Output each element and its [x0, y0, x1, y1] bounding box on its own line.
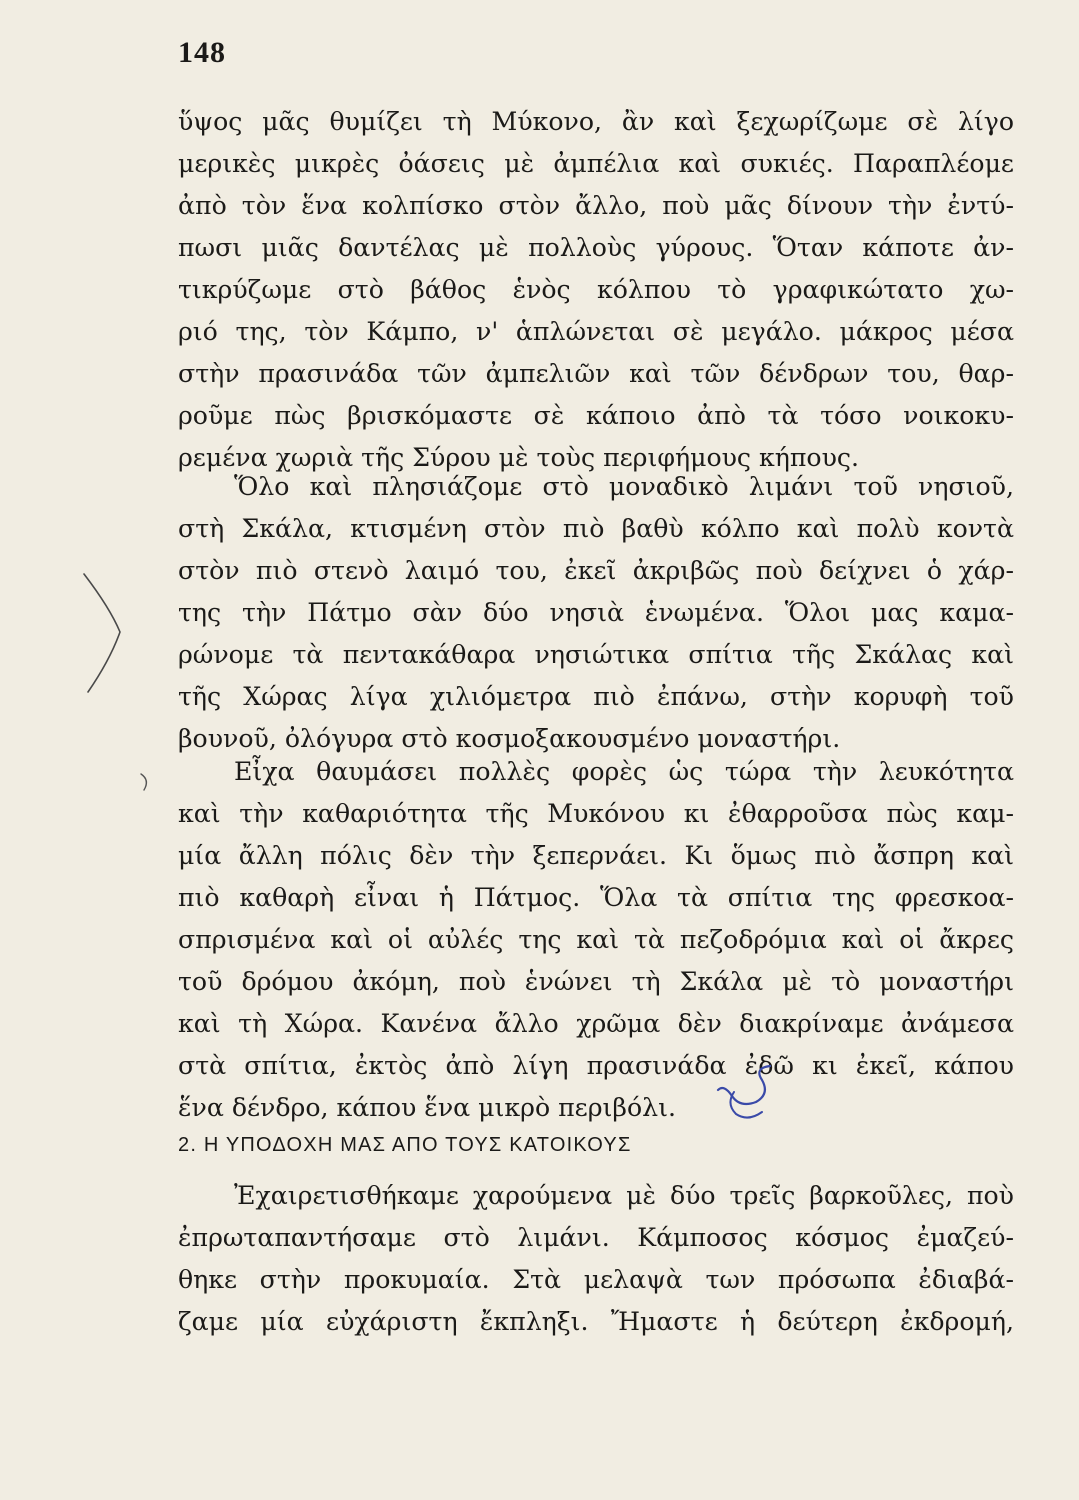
text-line: σπρισμένα καὶ οἱ αὐλές της καὶ τὰ πεζοδρόμια καὶ οἱ ἄκρες	[178, 925, 1014, 954]
text-line: ροῦμε πὼς βρισκόμαστε σὲ κάποιο ἀπὸ τὰ τόσο νοικοκυ-	[178, 401, 1014, 430]
text-line: ὕψος μᾶς θυμίζει τὴ Μύκονο, ἂν καὶ ξεχωρίζωμε σὲ λίγο	[178, 107, 1014, 136]
text-line: τικρύζωμε στὸ βάθος ἑνὸς κόλπου τὸ γραφικώτατο χω-	[178, 275, 1014, 304]
text-line: ἐπρωταπαντήσαμε στὸ λιμάνι. Κάμποσος κόσμος ἐμαζεύ-	[178, 1223, 1014, 1252]
paragraph-2	[178, 466, 1014, 760]
ink-stroke	[718, 1066, 770, 1104]
text-line: μερικὲς μικρὲς ὀάσεις μὲ ἀμπέλια καὶ συκιές. Παραπλέομε	[178, 149, 1014, 178]
page-number: 148	[178, 36, 226, 69]
ink-check-mark	[712, 1062, 780, 1126]
margin-tick-mark	[138, 770, 156, 794]
text-line: στὴ Σκάλα, κτισμένη στὸν πιὸ βαθὺ κόλπο καὶ πολὺ κοντὰ	[178, 514, 1014, 543]
text-line: μία ἄλλη πόλις δὲν τὴν ξεπερνάει. Κι ὅμως πιὸ ἄσπρη καὶ	[178, 841, 1014, 870]
text-line: στὰ σπίτια, ἐκτὸς ἀπὸ λίγη πρασινάδα ἐδῶ κι ἐκεῖ, κάπου	[178, 1051, 1014, 1080]
text-line: στὴν πρασινάδα τῶν ἀμπελιῶν καὶ τῶν δένδρων του, θαρ-	[178, 359, 1014, 388]
margin-bracket-mark	[80, 568, 130, 698]
paragraph-4	[178, 1175, 1014, 1343]
text-line: τῆς Χώρας λίγα χιλιόμετρα πιὸ ἐπάνω, στὴν κορυφὴ τοῦ	[178, 682, 1014, 711]
paragraph-3	[178, 751, 1014, 1129]
paragraph-1	[178, 101, 1014, 479]
text-line: βουνοῦ, ὀλόγυρα στὸ κοσμοξακουσμένο μοναστήρι.	[178, 724, 841, 753]
text-line: τοῦ δρόμου ἀκόμη, ποὺ ἑνώνει τὴ Σκάλα μὲ τὸ μοναστήρι	[178, 967, 1014, 996]
text-line: Εἶχα θαυμάσει πολλὲς φορὲς ὡς τώρα τὴν λευκότητα	[234, 757, 1014, 786]
text-line: ρώνομε τὰ πεντακάθαρα νησιώτικα σπίτια τῆς Σκάλας καὶ	[178, 640, 1014, 669]
text-line: της τὴν Πάτμο σὰν δύο νησιὰ ἑνωμένα. Ὅλοι μας καμα-	[178, 598, 1014, 627]
text-line: ριό της, τὸν Κάμπο, ν' ἁπλώνεται σὲ μεγάλο. μάκρος μέσα	[178, 317, 1014, 346]
text-line: Ὅλο καὶ πλησιάζομε στὸ μοναδικὸ λιμάνι τοῦ νησιοῦ,	[234, 472, 1014, 501]
section-heading: 2. Η ΥΠΟΔΟΧΗ ΜΑΣ ΑΠΟ ΤΟΥΣ ΚΑΤΟΙΚΟΥΣ	[178, 1134, 632, 1156]
text-line: θηκε στὴν προκυμαία. Στὰ μελαψὰ των πρόσωπα ἐδιαβά-	[178, 1265, 1014, 1294]
text-line: Ἐχαιρετισθήκαμε χαρούμενα μὲ δύο τρεῖς βαρκοῦλες, ποὺ	[234, 1181, 1014, 1210]
text-line: ζαμε μία εὐχάριστη ἔκπληξι. Ἤμαστε ἡ δεύτερη ἐκδρομή,	[178, 1307, 1014, 1336]
text-line: στὸν πιὸ στενὸ λαιμό του, ἐκεῖ ἀκριβῶς ποὺ δείχνει ὁ χάρ-	[178, 556, 1014, 585]
text-line: ἕνα δένδρο, κάπου ἕνα μικρὸ περιβόλι.	[178, 1093, 676, 1122]
text-line: καὶ τὴν καθαριότητα τῆς Μυκόνου κι ἐθαρροῦσα πὼς καμ-	[178, 799, 1014, 828]
text-line: ρεμένα χωριὰ τῆς Σύρου μὲ τοὺς περιφήμους κήπους.	[178, 443, 860, 472]
text-line: πωσι μιᾶς δαντέλας μὲ πολλοὺς γύρους. Ὅταν κάποτε ἀν-	[178, 233, 1014, 262]
text-line: πιὸ καθαρὴ εἶναι ἡ Πάτμος. Ὅλα τὰ σπίτια της φρεσκοα-	[178, 883, 1014, 912]
text-line: ἀπὸ τὸν ἕνα κολπίσκο στὸν ἄλλο, ποὺ μᾶς δίνουν τὴν ἐντύ-	[178, 191, 1014, 220]
text-line: καὶ τὴ Χώρα. Κανένα ἄλλο χρῶμα δὲν διακρίναμε ἀνάμεσα	[178, 1009, 1014, 1038]
